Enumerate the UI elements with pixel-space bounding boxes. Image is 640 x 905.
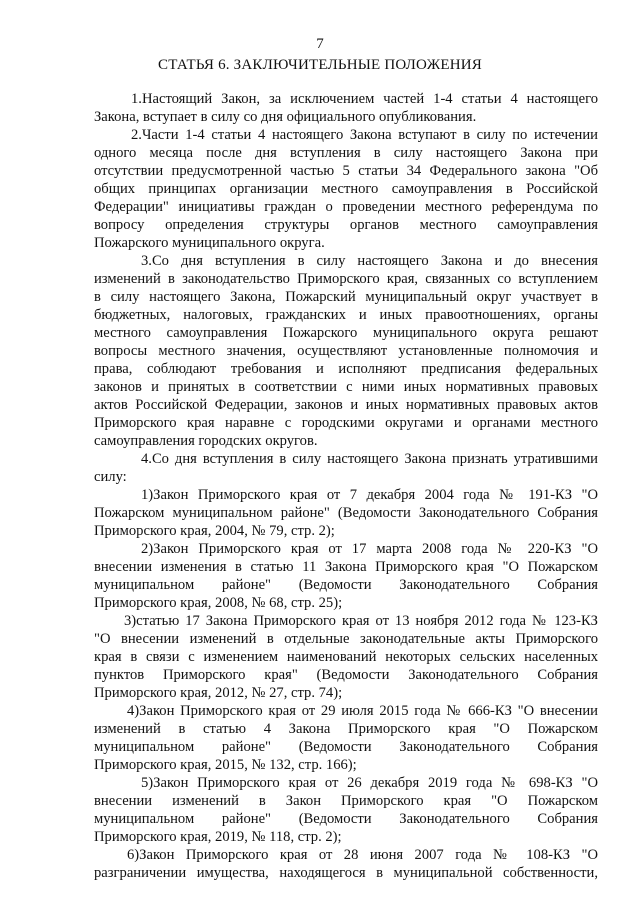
text-line: муниципальном районе" (Ведомости Законодательного Собрания [94, 577, 598, 593]
text-line: права, соблюдают требования и исполняют предписания федеральных [94, 361, 598, 377]
text-line: Приморского края, 2008, № 68, стр. 25); [94, 595, 343, 611]
text-line: 4)Закон Приморского края от 29 июля 2015 года № 666-КЗ "О внесении [127, 703, 598, 719]
text-line: вопросу определения структуры органов местного самоуправления [94, 217, 598, 233]
text-line: 1)Закон Приморского края от 7 декабря 2004 года № 191-КЗ "О [141, 487, 598, 503]
text-line: отсутствии предусмотренной частью 5 статьи 34 Федерального закона "Об [94, 163, 598, 179]
text-line: 2.Части 1-4 статьи 4 настоящего Закона вступают в силу по истечении [131, 127, 598, 143]
text-line: муниципальном районе" (Ведомости Законодательного Собрания [94, 739, 598, 755]
text-line: 2)Закон Приморского края от 17 марта 2008 года № 220-КЗ "О [141, 541, 598, 557]
text-line: бюджетных, налоговых, гражданских и иных правоотношениях, органы [94, 307, 598, 323]
text-line: 1.Настоящий Закон, за исключением частей 1-4 статьи 4 настоящего [131, 91, 598, 107]
text-line: 6)Закон Приморского края от 28 июня 2007 года № 108-КЗ "О [127, 847, 598, 863]
text-line: законов и принятых в соответствии с ними иных нормативных правовых [94, 379, 598, 395]
text-line: разграничении имущества, находящегося в муниципальной собственности, [94, 865, 598, 881]
text-line: Приморского края наравне с городскими округами и органами местного [94, 415, 598, 431]
text-line: вопросы местного значения, осуществляют установленные полномочия и [94, 343, 598, 359]
text-line: "О внесении изменений в отдельные законодательные акты Приморского [94, 631, 598, 647]
text-line: изменений в статью 4 Закона Приморского края "О Пожарском [94, 721, 598, 737]
text-line: актов Российской Федерации, законов и иных нормативных правовых актов [94, 397, 598, 413]
text-line: 4.Со дня вступления в силу настоящего Закона признать утратившими [141, 451, 598, 467]
text-line: самоуправления городских округов. [94, 433, 318, 449]
text-line: Приморского края, 2019, № 118, стр. 2); [94, 829, 342, 845]
text-line: силу: [94, 469, 127, 485]
text-line: внесении изменения в статью 11 Закона Приморского края "О Пожарском [94, 559, 598, 575]
text-line: Федерации" инициативы граждан о проведении местного референдума по [94, 199, 598, 215]
text-line: 3.Со дня вступления в силу настоящего Закона и до внесения [141, 253, 598, 269]
text-line: Закона, вступает в силу со дня официального опубликования. [94, 109, 477, 125]
text-line: общих принципах организации местного самоуправления в Российской [94, 181, 598, 197]
text-line: пунктов Приморского края" (Ведомости Законодательного Собрания [94, 667, 598, 683]
text-line: Пожарского муниципального округа. [94, 235, 325, 251]
article-title: СТАТЬЯ 6. ЗАКЛЮЧИТЕЛЬНЫЕ ПОЛОЖЕНИЯ [158, 57, 482, 73]
text-line: 5)Закон Приморского края от 26 декабря 2019 года № 698-КЗ "О [141, 775, 598, 791]
text-line: в силу настоящего Закона, Пожарский муниципальный округ участвует в [94, 289, 598, 305]
text-line: Приморского края, 2004, № 79, стр. 2); [94, 523, 335, 539]
text-line: муниципальном районе" (Ведомости Законодательного Собрания [94, 811, 598, 827]
text-line: Приморского края, 2015, № 132, стр. 166); [94, 757, 357, 773]
page-number: 7 [316, 36, 324, 52]
text-line: Приморского края, 2012, № 27, стр. 74); [94, 685, 343, 701]
text-line: внесении изменений в Закон Приморского края "О Пожарском [94, 793, 598, 809]
text-line: одного месяца после дня вступления в силу настоящего Закона при [94, 145, 598, 161]
text-line: 3)статью 17 Закона Приморского края от 13 ноября 2012 года № 123-КЗ [124, 613, 598, 629]
text-line: изменений в законодательство Приморского края, связанных со вступлением [94, 271, 598, 287]
text-line: Пожарском муниципальном районе" (Ведомости Законодательного Собрания [94, 505, 598, 521]
text-line: края в связи с изменением наименований некоторых сельских населенных [94, 649, 598, 665]
text-line: местного самоуправления Пожарского муниципального округа решают [94, 325, 598, 341]
